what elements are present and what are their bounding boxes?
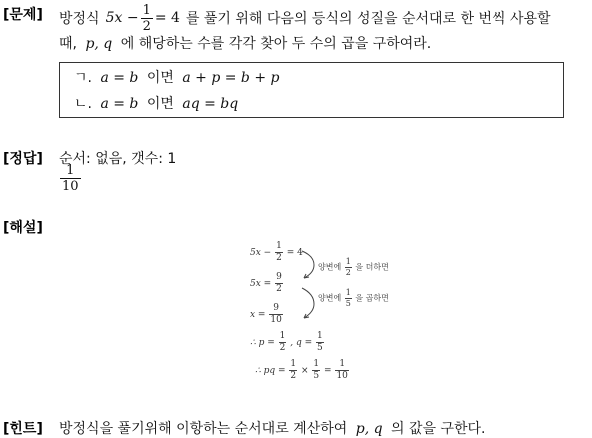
hint-text-line bbox=[59, 418, 486, 438]
answer-fraction: $\frac{1}{10}$ bbox=[62, 163, 79, 194]
solution-step-3: x = $\frac{9}{10}$ bbox=[250, 303, 282, 325]
condition-row bbox=[74, 67, 279, 87]
hint-text: 의 값을 구한다. bbox=[391, 421, 486, 437]
solution-step-2: 5x = $\frac{9}{2}$ bbox=[250, 272, 282, 294]
condition-result: aq = bq bbox=[182, 96, 239, 112]
hint-text: 방정식을 풀기위해 이항하는 순서대로 계산하여 bbox=[59, 421, 348, 437]
problem-text: 를 풀기 위해 다음의 등식의 성질을 순서대로 한 번씩 사용할 bbox=[185, 11, 551, 27]
problem-variables: p, q bbox=[85, 36, 113, 52]
equation-fraction: $\frac{1}{2}$ bbox=[142, 2, 151, 34]
condition-connector: 이면 bbox=[146, 70, 174, 86]
condition-result: a + p = b + p bbox=[182, 70, 280, 86]
hint-variables: p, q bbox=[355, 421, 383, 437]
condition-expression: a = b bbox=[100, 96, 139, 112]
problem-text: 에 해당하는 수를 각각 찾아 두 수의 곱을 구하여라. bbox=[120, 36, 432, 52]
problem-line-1 bbox=[59, 0, 551, 36]
condition-row bbox=[74, 93, 238, 113]
equation-lhs: 5x − bbox=[105, 10, 139, 26]
transformation-arrows bbox=[298, 248, 320, 330]
problem-text: 때, bbox=[59, 36, 77, 52]
transformation-note-2: 양변에 $\frac{1}{5}$ 을 곱하면 bbox=[318, 288, 389, 308]
solution-step-1: 5x − $\frac{1}{2}$ = 4 bbox=[250, 241, 303, 263]
problem-tag: [문제] bbox=[3, 7, 43, 23]
answer-tag: [정답] bbox=[3, 151, 43, 167]
condition-label: ㄴ. bbox=[74, 96, 92, 112]
condition-label: ㄱ. bbox=[74, 70, 92, 86]
condition-expression: a = b bbox=[100, 70, 139, 86]
hint-tag: [힌트] bbox=[3, 421, 43, 437]
explanation-tag: [해설] bbox=[3, 220, 43, 236]
answer-text: 순서: 없음, 갯수: 1 bbox=[59, 151, 177, 167]
transformation-note-1: 양변에 $\frac{1}{2}$ 을 더하면 bbox=[318, 257, 389, 277]
solution-step-4: ∴ p = $\frac{1}{2}$ , q = $\frac{1}{5}$ bbox=[250, 331, 323, 353]
solution-step-5: ∴ pq = $\frac{1}{2}$ × $\frac{1}{5}$ = $\frac{1}{10}$ bbox=[255, 359, 348, 381]
problem-text: 방정식 bbox=[59, 11, 100, 27]
problem-line-2 bbox=[59, 33, 431, 53]
condition-connector: 이면 bbox=[146, 96, 174, 112]
equation-rhs: = 4 bbox=[154, 10, 180, 26]
